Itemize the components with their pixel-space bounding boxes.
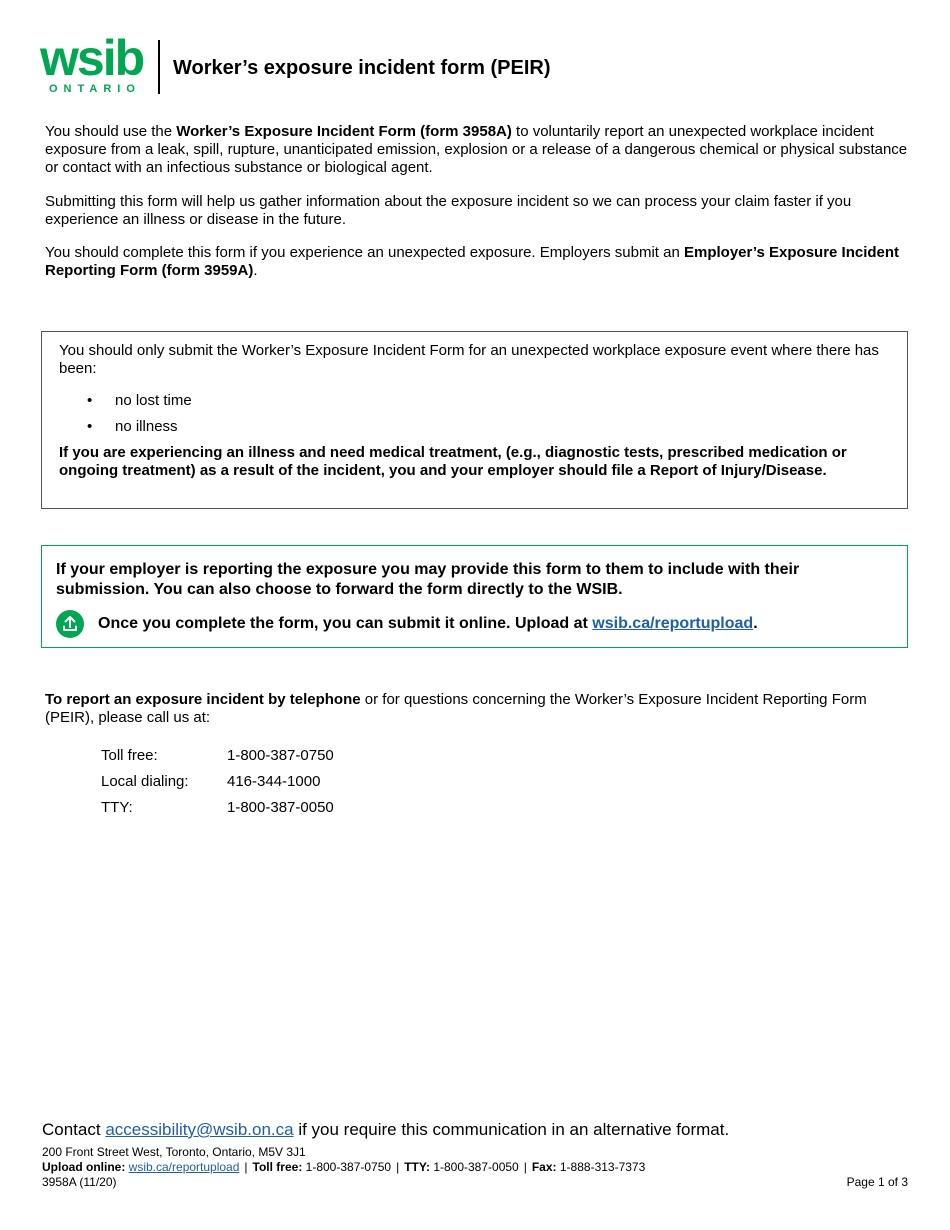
upload-icon [56, 610, 84, 638]
form-code: 3958A (11/20) [42, 1175, 117, 1189]
submission-info-box [41, 545, 908, 648]
page-title: Worker’s exposure incident form (PEIR) [173, 57, 551, 79]
page-number: Page 1 of 3 [846, 1175, 908, 1189]
phone-intro: To report an exposure incident by telephone or for questions concerning the Worker’s Exposure Incident Reporting Form (PEIR), please call us at: [45, 691, 867, 726]
intro-paragraph-1: You should use the Worker’s Exposure Incident Form (form 3958A) to voluntarily report an unexpected workplace incident exposure from a leak, spill, rupture, unanticipated emission, explosion or a release of a dangerous chemical or physical substance or contact with an infectious substance or biological agent. [45, 123, 908, 176]
notice-lead: You should only submit the Worker’s Exposure Incident Form for an unexpected workplace exposure event where there has been: [59, 342, 879, 377]
intro-paragraph-2: Submitting this form will help us gather information about the exposure incident so we can process your claim faster if you experience an illness or disease in the future. [45, 193, 852, 228]
list-item: • no lost time [87, 392, 192, 409]
footer-contacts: Upload online: wsib.ca/reportupload | Toll free: 1-800-387-0750 | TTY: 1-800-387-0050 | Fax: 1-888-313-7373 [42, 1160, 646, 1174]
submission-text: If your employer is reporting the exposure you may provide this form to them to include with their submission. You can also choose to forward the form directly to the WSIB. [56, 561, 800, 598]
contact-row: Toll free: 1-800-387-0750 [101, 747, 334, 764]
list-item: • no illness [87, 418, 178, 435]
accessibility-contact: Contact accessibility@wsib.on.ca if you require this communication in an alternative format. [42, 1120, 730, 1139]
contact-row: TTY: 1-800-387-0050 [101, 799, 334, 816]
notice-warning: If you are experiencing an illness and need medical treatment, (e.g., diagnostic tests, prescribed medication or ongoing treatment) as a result of the incident, you and your employer should file a Report of Injury/Disease. [59, 444, 847, 479]
upload-instruction: Once you complete the form, you can submit it online. Upload at wsib.ca/reportupload. [98, 615, 758, 632]
eligibility-notice-box [41, 331, 908, 509]
accessibility-email-link[interactable]: accessibility@wsib.on.ca [105, 1120, 294, 1139]
intro-paragraph-3: You should complete this form if you experience an unexpected exposure. Employers submit an Employer’s Exposure Incident Reporting Form (form 3959A). [45, 244, 900, 279]
report-upload-link[interactable]: wsib.ca/reportupload [592, 615, 754, 632]
wsib-logo: wsib [40, 30, 144, 86]
notice-list [59, 392, 889, 436]
header-divider [158, 40, 160, 94]
contact-row: Local dialing: 416-344-1000 [101, 773, 321, 790]
footer-upload-link[interactable]: wsib.ca/reportupload [128, 1160, 240, 1174]
phone-contacts [101, 747, 334, 825]
logo-ontario: ONTARIO [49, 83, 141, 95]
footer-address: 200 Front Street West, Toronto, Ontario, M5V 3J1 [42, 1145, 306, 1159]
footer-info [42, 1145, 908, 1190]
